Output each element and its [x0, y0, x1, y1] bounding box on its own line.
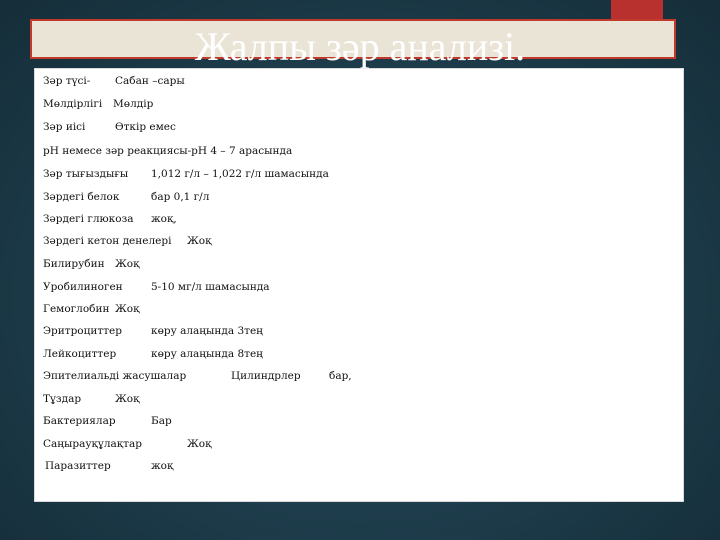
row-label: Лейкоциттер: [43, 348, 117, 360]
content-panel: [34, 68, 684, 502]
row-label: Тұздар: [43, 393, 82, 405]
row-value: Бар: [151, 415, 172, 427]
row-value: Цилиндрлер: [231, 370, 301, 382]
row-value: көру алаңында 3тең: [151, 325, 263, 337]
row-value: Жоқ: [187, 438, 212, 450]
row-label: Мөлдірлігі: [43, 98, 103, 110]
row-value: Сабан –сары: [115, 75, 185, 87]
slide-title: Жалпы зәр анализі.: [194, 24, 526, 69]
row-value: Жоқ: [187, 235, 212, 247]
row-label: Уробилиноген: [43, 281, 123, 293]
row-label: Эритроциттер: [43, 325, 122, 337]
row-label: Зәр иісі: [43, 121, 86, 133]
row-value: Өткір емес: [115, 121, 176, 133]
row-label: Бактериялар: [43, 415, 116, 427]
row-label: pH немесе зәр реакциясы-pH 4 – 7 арасында: [43, 145, 293, 157]
row-label: Зәрдегі белок: [43, 191, 120, 203]
row-label: Гемоглобин: [43, 303, 110, 315]
row-value: жоқ,: [151, 213, 177, 225]
row-label: Эпителиальді жасушалар: [43, 370, 187, 382]
row-extra: бар,: [329, 370, 352, 382]
row-label: Зәр түсі-: [43, 75, 91, 87]
row-label: Зәрдегі глюкоза: [43, 213, 134, 225]
row-value: көру алаңында 8тең: [151, 348, 263, 360]
row-value: 1,012 г/л – 1,022 г/л шамасында: [151, 168, 329, 180]
row-value: Мөлдір: [113, 98, 154, 110]
row-label: Паразиттер: [45, 460, 111, 472]
row-value: жоқ: [151, 460, 174, 472]
row-value: Жоқ: [115, 303, 140, 315]
row-value: 5-10 мг/л шамасында: [151, 281, 270, 293]
row-label: Саңырауқұлақтар: [43, 438, 142, 450]
row-label: Зәр тығыздығы: [43, 168, 129, 180]
row-value: Жоқ: [115, 258, 140, 270]
row-value: бар 0,1 г/л: [151, 191, 210, 203]
row-label: Зәрдегі кетон денелері: [43, 235, 172, 247]
row-value: Жоқ: [115, 393, 140, 405]
row-label: Билирубин: [43, 258, 105, 270]
